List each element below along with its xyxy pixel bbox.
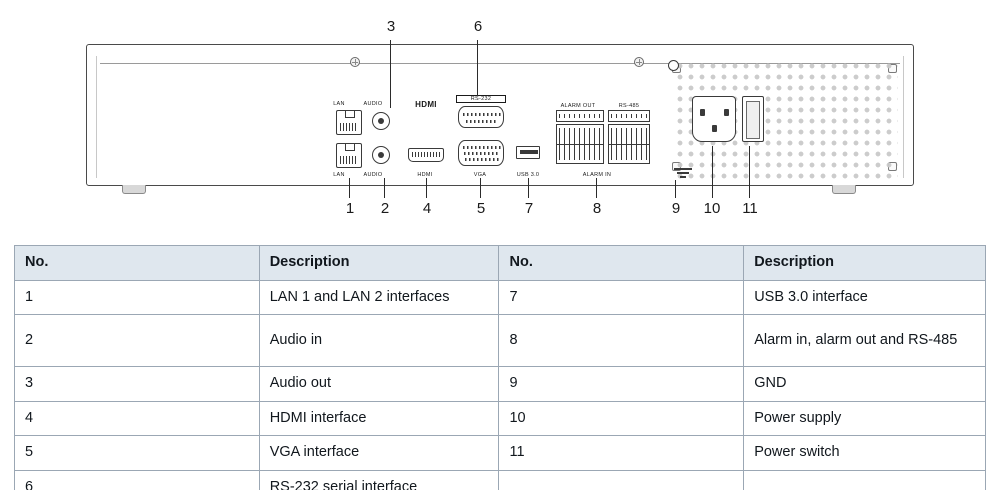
cell-description-right xyxy=(744,470,986,490)
table-row xyxy=(15,280,986,315)
panel-label-alarm-out: ALARM OUT xyxy=(560,103,596,109)
table-row xyxy=(15,436,986,471)
callout-number-2: 2 xyxy=(380,200,390,217)
column-header-description-2: Description xyxy=(744,246,986,281)
cell-description-right: GND xyxy=(744,367,986,402)
lan1-rj45-port xyxy=(336,110,362,135)
column-header-no-1: No. xyxy=(15,246,260,281)
vga-port xyxy=(458,140,504,166)
callout-line-1 xyxy=(349,178,350,198)
callout-line-8 xyxy=(596,178,597,198)
chassis-foot-right xyxy=(832,185,856,194)
callout-number-3: 3 xyxy=(386,18,396,35)
rs485-terminal-block-upper xyxy=(608,110,650,122)
callout-line-5 xyxy=(480,178,481,198)
cell-no-right xyxy=(499,470,744,490)
callout-number-11: 11 xyxy=(742,200,758,217)
lan2-rj45-port xyxy=(336,143,362,168)
panel-label-audio-bottom: AUDIO xyxy=(363,172,383,178)
callout-line-2 xyxy=(384,178,385,198)
cell-description-right: Alarm in, alarm out and RS-485 xyxy=(744,315,986,367)
panel-label-vga: VGA xyxy=(473,172,487,178)
column-header-description-1: Description xyxy=(259,246,499,281)
callout-line-11 xyxy=(749,146,750,198)
panel-label-usb30: USB 3.0 xyxy=(516,172,540,178)
callout-number-8: 8 xyxy=(592,200,602,217)
alarm-out-terminal-block xyxy=(556,124,604,164)
interface-description-table xyxy=(14,245,986,490)
table-row xyxy=(15,470,986,490)
table-row xyxy=(15,367,986,402)
table-row xyxy=(15,401,986,436)
rear-panel-diagram xyxy=(0,0,1000,236)
power-supply-inlet xyxy=(692,96,736,142)
cell-no-right: 11 xyxy=(499,436,744,471)
cell-description-left: HDMI interface xyxy=(259,401,499,436)
alarm-in-terminal-block-upper xyxy=(556,110,604,122)
table xyxy=(14,245,986,490)
callout-line-9 xyxy=(675,180,676,198)
audio-out-jack xyxy=(372,112,390,130)
gnd-symbol-icon xyxy=(674,168,692,180)
panel-label-rs232: RS-232 xyxy=(456,95,506,103)
panel-label-hdmi-top: HDMI xyxy=(415,100,437,109)
callout-number-4: 4 xyxy=(422,200,432,217)
rs232-db9-port xyxy=(458,106,504,128)
callout-number-7: 7 xyxy=(524,200,534,217)
callout-number-1: 1 xyxy=(345,200,355,217)
panel-label-lan-top: LAN xyxy=(333,101,345,107)
cell-no-right: 10 xyxy=(499,401,744,436)
cell-description-left: RS-232 serial interface xyxy=(259,470,499,490)
cell-no-right: 9 xyxy=(499,367,744,402)
panel-label-alarm-in: ALARM IN xyxy=(582,172,612,178)
usb30-port xyxy=(516,146,540,159)
callout-line-6 xyxy=(477,40,478,96)
callout-line-4 xyxy=(426,178,427,198)
cell-description-right: Power switch xyxy=(744,436,986,471)
callout-number-10: 10 xyxy=(703,200,721,217)
cell-no-right: 7 xyxy=(499,280,744,315)
callout-line-10 xyxy=(712,146,713,198)
cell-description-left: VGA interface xyxy=(259,436,499,471)
table-header-row xyxy=(15,246,986,281)
cell-description-left: LAN 1 and LAN 2 interfaces xyxy=(259,280,499,315)
cell-no-left: 5 xyxy=(15,436,260,471)
callout-line-3 xyxy=(390,40,391,108)
panel-label-hdmi-bottom: HDMI xyxy=(417,172,433,178)
column-header-no-2: No. xyxy=(499,246,744,281)
cell-description-right: Power supply xyxy=(744,401,986,436)
rs485-terminal-block xyxy=(608,124,650,164)
callout-number-5: 5 xyxy=(476,200,486,217)
panel-label-rs485: RS-485 xyxy=(618,103,640,109)
callout-line-7 xyxy=(528,178,529,198)
callout-number-9: 9 xyxy=(671,200,681,217)
cell-no-left: 6 xyxy=(15,470,260,490)
gnd-screw-post xyxy=(668,60,679,71)
chassis-foot-left xyxy=(122,185,146,194)
panel-label-audio-top: AUDIO xyxy=(363,101,383,107)
power-switch[interactable] xyxy=(742,96,764,142)
cell-no-right: 8 xyxy=(499,315,744,367)
audio-in-jack xyxy=(372,146,390,164)
cell-no-left: 2 xyxy=(15,315,260,367)
cell-no-left: 1 xyxy=(15,280,260,315)
cell-no-left: 3 xyxy=(15,367,260,402)
cell-description-left: Audio in xyxy=(259,315,499,367)
panel-label-lan-bottom: LAN xyxy=(333,172,345,178)
lan-port-group xyxy=(336,110,362,170)
cell-description-left: Audio out xyxy=(259,367,499,402)
table-row xyxy=(15,315,986,367)
hdmi-port xyxy=(408,148,444,162)
cell-no-left: 4 xyxy=(15,401,260,436)
cell-description-right: USB 3.0 interface xyxy=(744,280,986,315)
panel-screw-left xyxy=(350,57,360,67)
callout-number-6: 6 xyxy=(473,18,483,35)
panel-screw-right xyxy=(634,57,644,67)
